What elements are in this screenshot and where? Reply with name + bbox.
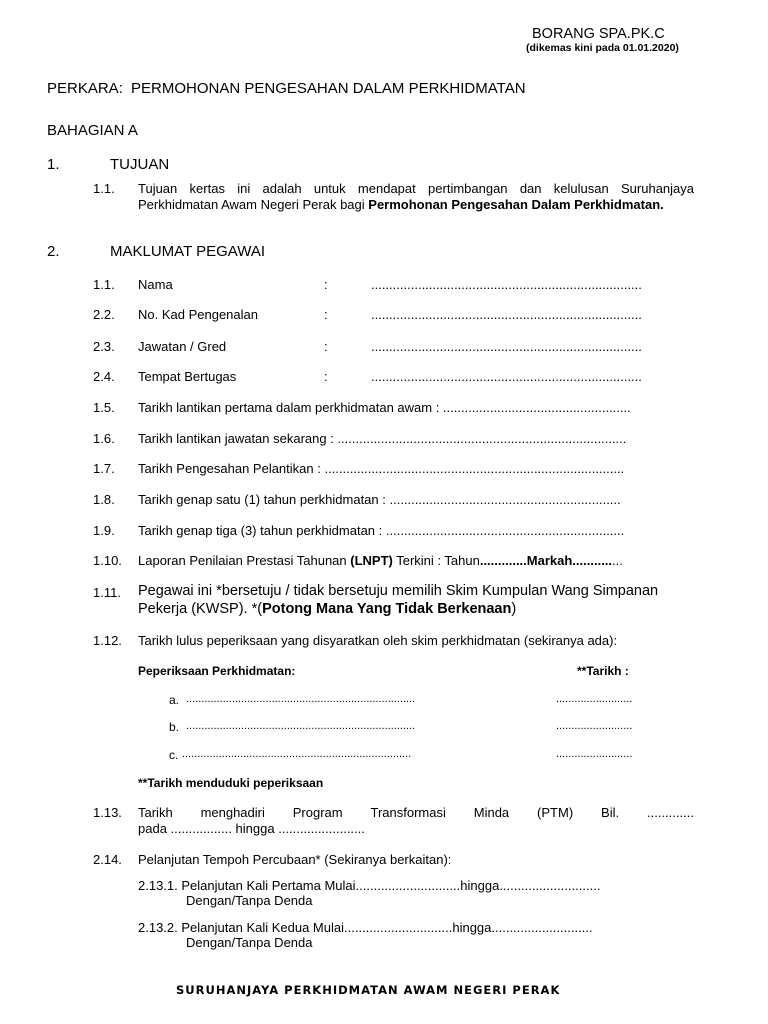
field-number: 2.2. [93,307,115,322]
section1-number: 1. [47,156,60,173]
lnpt-text2: Terkini : Tahun [392,553,480,568]
extension-number: 2.14. [93,852,122,867]
extension-text: Pelanjutan Tempoh Percubaan* (Sekiranya berkaitan): [138,852,452,867]
field-label: No. Kad Pengenalan [138,307,258,322]
field-label: Nama [138,277,173,292]
exam-row-label: a. [169,693,180,707]
line-number: 1.5. [93,400,115,415]
part-title: BAHAGIAN A [47,122,138,139]
exam-row-dots[interactable]: ........................................................................... [182,748,412,760]
extension-item-2[interactable] [138,920,593,935]
line-satu-tahun[interactable]: Tarikh genap satu (1) tahun perkhidmatan : ................................................................ [138,492,621,507]
form-code: BORANG SPA.PK.C [532,26,665,42]
line-tiga-tahun[interactable]: Tarikh genap tiga (3) tahun perkhidmatan : .................................................................. [138,523,625,538]
extension-item-number: 2.13.2. [138,920,178,935]
extension-item-number: 2.13.1. [138,878,178,893]
extension-item-line: Pelanjutan Kali Pertama Mulai.............................hingga............................ [181,878,601,893]
purpose-text: Tujuan kertas ini adalah untuk mendapat pertimbangan dan kelulusan Suruhanjaya Perkhidmatan Awam Negeri Perak bagi [138,181,694,212]
line-number: 1.7. [93,461,115,476]
field-input-dots[interactable]: ........................................................................... [371,307,642,322]
ptm-dots[interactable]: ............. [646,805,694,820]
ptm-word: Program [292,805,343,820]
field-input-dots[interactable]: ........................................................................... [371,339,642,354]
updated-note: (dikemas kini pada 01.01.2020) [526,42,679,54]
ptm-line1 [138,805,694,820]
lnpt-abbr: (LNPT) [350,553,393,568]
line-number: 1.9. [93,523,115,538]
exam-text: Tarikh lulus peperiksaan yang disyaratkan oleh skim perkhidmatan (sekiranya ada): [138,633,618,648]
field-input-dots[interactable]: ........................................................................... [371,369,642,384]
ptm-word: Bil. [601,805,620,820]
line-lantikan-pertama[interactable]: Tarikh lantikan pertama dalam perkhidmatan awam : .................................................... [138,400,631,415]
field-number: 2.4. [93,369,115,384]
subject-text: PERMOHONAN PENGESAHAN DALAM PERKHIDMATAN [131,80,526,97]
exam-row-date-dots[interactable]: ......................... [556,693,633,705]
extension-item-2-denda: Dengan/Tanpa Denda [186,935,313,950]
kwsp-number: 1.11. [93,585,121,600]
exam-footnote: **Tarikh menduduki peperiksaan [138,776,324,790]
field-input-dots[interactable]: ........................................................................... [371,277,642,292]
ptm-word: Minda [473,805,510,820]
exam-col1-header: Peperiksaan Perkhidmatan: [138,664,296,678]
kwsp-line1: Pegawai ini *bersetuju / tidak bersetuju memilih Skim Kumpulan Wang Simpanan [138,583,659,599]
exam-row-label: c. [169,748,179,762]
extension-item-1[interactable] [138,878,600,893]
section2-number: 2. [47,243,60,260]
item-1-1-number: 1.1. [93,181,115,196]
ptm-word: Transformasi [370,805,446,820]
field-number: 1.1. [93,277,115,292]
kwsp-line2 [138,601,516,617]
field-colon: : [324,339,328,354]
exam-row-date-dots[interactable]: ......................... [556,748,633,760]
field-number: 2.3. [93,339,115,354]
field-label: Tempat Bertugas [138,369,237,384]
line-number: 1.8. [93,492,115,507]
field-colon: : [324,307,328,322]
exam-number: 1.12. [93,633,122,648]
extension-item-1-denda: Dengan/Tanpa Denda [186,893,313,908]
subject-line [47,80,526,97]
lnpt-text: Laporan Penilaian Prestasi Tahunan [138,553,351,568]
exam-row-label: b. [169,720,180,734]
lnpt-markah: .............Markah........... [479,553,613,568]
ptm-word: (PTM) [537,805,574,820]
ptm-number: 1.13. [93,805,122,820]
line-pengesahan-pelantikan[interactable]: Tarikh Pengesahan Pelantikan : ................................................................................... [138,461,625,476]
exam-row-date-dots[interactable]: ......................... [556,720,633,732]
purpose-paragraph [138,181,694,213]
ptm-line2[interactable]: pada ................. hingga ........................ [138,821,365,836]
line-lantikan-sekarang[interactable]: Tarikh lantikan jawatan sekarang : ................................................................................ [138,431,627,446]
ptm-word: Tarikh [138,805,173,820]
section1-title: TUJUAN [110,156,170,173]
kwsp-text: Pekerja (KWSP). *( [138,601,263,617]
lnpt-line[interactable] [138,553,623,568]
field-label: Jawatan / Gred [138,339,227,354]
kwsp-bold: Potong Mana Yang Tidak Berkenaan [262,601,512,617]
kwsp-close: ) [511,601,517,617]
field-colon: : [324,277,328,292]
field-colon: : [324,369,328,384]
subject-label: PERKARA: [47,80,123,97]
exam-col2-header: **Tarikh : [577,664,629,678]
line-number: 1.6. [93,431,115,446]
extension-item-line: Pelanjutan Kali Kedua Mulai..............................hingga............................ [181,920,593,935]
section2-title: MAKLUMAT PEGAWAI [110,243,266,260]
lnpt-number: 1.10. [93,553,122,568]
purpose-bold-text: Permohonan Pengesahan Dalam Perkhidmatan. [368,197,664,212]
ptm-word: menghadiri [200,805,265,820]
lnpt-text3: ... [612,553,623,568]
footer-organisation: SURUHANJAYA PERKHIDMATAN AWAM NEGERI PERAK [176,983,561,997]
exam-row-dots[interactable]: ........................................................................... [186,720,416,732]
exam-row-dots[interactable]: ........................................................................... [186,693,416,705]
